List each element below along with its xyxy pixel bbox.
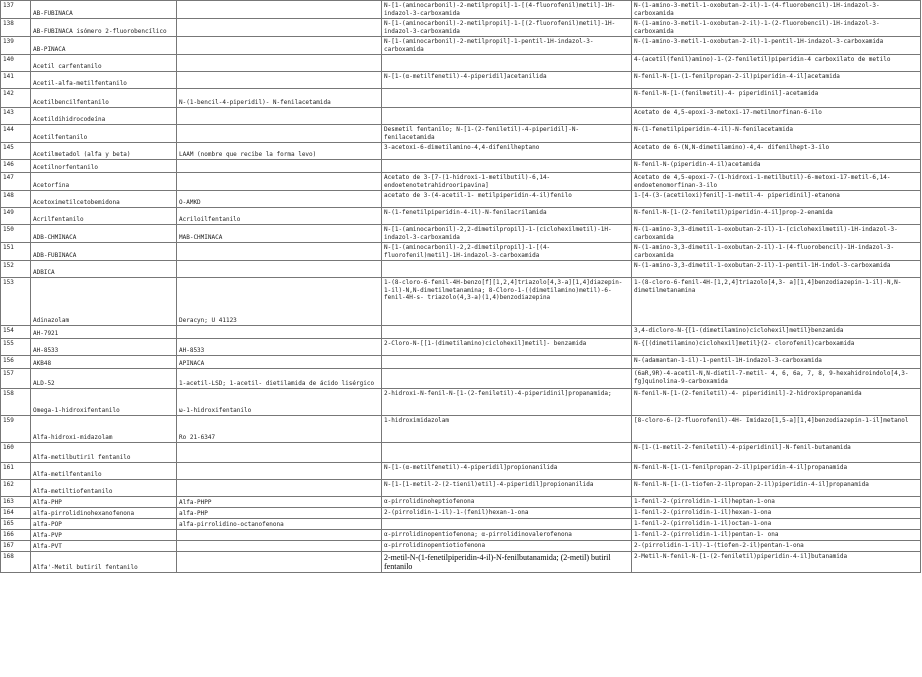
- other-names: 2-Cloro-N-[[1-(dimetilamino)ciclohexil]metil]- benzamida: [382, 339, 632, 356]
- other-names: [382, 55, 632, 72]
- table-row: [1, 261, 921, 278]
- row-number: 142: [1, 89, 31, 108]
- other-names: α-pirrolidinopentiotiofenona: [382, 541, 632, 552]
- row-number: 160: [1, 443, 31, 463]
- other-names: [382, 443, 632, 463]
- row-number: 141: [1, 72, 31, 89]
- table-row: [1, 72, 921, 89]
- substance-synonym: [177, 19, 382, 37]
- table-row: [1, 89, 921, 108]
- other-names: N-[1-(α-metilfenetil)-4-piperidil]acetanilida: [382, 72, 632, 89]
- table-row: [1, 339, 921, 356]
- other-names: 1-(8-cloro-6-fenil-4H-benzo[f][1,2,4]triazolo[4,3-a][1,4]diazepin-1-il)-N,N-dimetilmetanamina; 8-Cloro-1-((dimetilamino)metil)-6-fenil-4H-s- triazolo(4,3-a)(1,4)benzodiazepina: [382, 278, 632, 326]
- substance-name: alfa-POP: [31, 519, 177, 530]
- other-names: Acetato de 3-[7-(1-hidroxi-1-metilbutil)-6,14-endoetenotetrahidrooripavina]: [382, 173, 632, 191]
- table-row: [1, 463, 921, 480]
- substance-name: AKB48: [31, 356, 177, 369]
- other-names: N-[1-(aminocarbonil)-2,2-dimetilpropil]-1-[(4-fluorofenil)metil]-1H-indazol-3-carboxamida: [382, 243, 632, 261]
- iupac-name: N-(1-amino-3,3-dimetil-1-oxobutan-2-il)-1-(4-fluorobencil)-1H-indazol-3-carboxamida: [632, 243, 921, 261]
- iupac-name: [8-cloro-6-(2-fluorofenil)-4H- Imidazo[1,5-a][1,4]benzodiazepin-1-il]metanol: [632, 416, 921, 443]
- iupac-name: N-(1-amino-3,3-dimetil-1-oxobutan-2-il)-1-(ciclohexilmetil)-1H-indazol-3-carboxamida: [632, 225, 921, 243]
- other-names: [382, 108, 632, 125]
- iupac-name: N-[1-(1-metil-2-feniletil)-4-piperidinil]-N-fenil-butanamida: [632, 443, 921, 463]
- substance-synonym: Deracyn; U 41123: [177, 278, 382, 326]
- iupac-name: N-(adamantan-1-il)-1-pentil-1H-indazol-3-carboxamida: [632, 356, 921, 369]
- substance-synonym: alfa-PHP: [177, 508, 382, 519]
- row-number: 137: [1, 1, 31, 19]
- other-names: N-[1-(aminocarbonil)-2-metilpropil]-1-[(2-fluorofenil)metil]-1H-indazol-3-carboxamida: [382, 19, 632, 37]
- iupac-name: 1-fenil-2-(pirrolidin-1-il)heptan-1-ona: [632, 497, 921, 508]
- other-names: [382, 356, 632, 369]
- substance-name: Alfa'-Metil butiril fentanilo: [31, 552, 177, 573]
- substance-name: AH-7921: [31, 326, 177, 339]
- substance-name: Omega-1-hidroxifentanilo: [31, 389, 177, 416]
- other-names: α-pirrolidinopentiofenona; α-pirrolidinovalerofenona: [382, 530, 632, 541]
- row-number: 153: [1, 278, 31, 326]
- substance-name: Acrilfentanilo: [31, 208, 177, 225]
- substance-synonym: ω-1-hidroxifentanilo: [177, 389, 382, 416]
- row-number: 157: [1, 369, 31, 389]
- table-row: [1, 480, 921, 497]
- table-row: [1, 191, 921, 208]
- row-number: 168: [1, 552, 31, 573]
- table-row: [1, 37, 921, 55]
- substance-synonym: [177, 261, 382, 278]
- iupac-name: 4-(acetil(fenil)amino)-1-(2-feniletil)piperidin-4 carboxilato de metilo: [632, 55, 921, 72]
- row-number: 145: [1, 143, 31, 160]
- other-names: acetato de 3-(4-acetil-1- metilpiperidin-4-il)fenilo: [382, 191, 632, 208]
- iupac-name: N-(1-amino-3-metil-1-oxobutan-2-il)-1-pentil-1H-indazol-3-carboxamida: [632, 37, 921, 55]
- table-row: [1, 225, 921, 243]
- other-names: [382, 89, 632, 108]
- substance-synonym: [177, 541, 382, 552]
- substance-synonym: [177, 552, 382, 573]
- substance-name: Acetorfina: [31, 173, 177, 191]
- row-number: 164: [1, 508, 31, 519]
- iupac-name: N-(1-amino-3,3-dimetil-1-oxobutan-2-il)-1-pentil-1H-indol-3-carboxamida: [632, 261, 921, 278]
- substance-synonym: N-(1-bencil-4-piperidil)- N-fenilacetamida: [177, 89, 382, 108]
- substance-synonym: Ro 21-6347: [177, 416, 382, 443]
- substance-name: Acetilmetadol (alfa y beta): [31, 143, 177, 160]
- table-row: [1, 108, 921, 125]
- substance-name: Acetoximetilcetobemidona: [31, 191, 177, 208]
- substance-synonym: 1-acetil-LSD; 1-acetil- dietilamida de ácido lisérgico: [177, 369, 382, 389]
- row-number: 147: [1, 173, 31, 191]
- row-number: 144: [1, 125, 31, 143]
- substance-synonym: Alfa-PHPP: [177, 497, 382, 508]
- other-names: 1-hidroximidazolam: [382, 416, 632, 443]
- table-row: [1, 416, 921, 443]
- iupac-name: N-(1-fenetilpiperidin-4-il)-N-fenilacetamida: [632, 125, 921, 143]
- other-names: [382, 160, 632, 173]
- other-names: α-pirrolidinoheptiofenona: [382, 497, 632, 508]
- row-number: 149: [1, 208, 31, 225]
- substance-synonym: LAAM (nombre que recibe la forma levo): [177, 143, 382, 160]
- row-number: 139: [1, 37, 31, 55]
- substance-name: Acetil-alfa-metilfentanilo: [31, 72, 177, 89]
- substances-table-body: [1, 1, 921, 573]
- row-number: 148: [1, 191, 31, 208]
- substance-synonym: APINACA: [177, 356, 382, 369]
- iupac-name: 2-(pirrolidin-1-il)-1-(tiofen-2-il)pentan-1-ona: [632, 541, 921, 552]
- row-number: 156: [1, 356, 31, 369]
- other-names: Desmetil fentanilo; N-[1-(2-feniletil)-4-piperidil]-N-fenilacetamida: [382, 125, 632, 143]
- substance-synonym: [177, 55, 382, 72]
- substance-name: AB-FUBINACA isómero 2-fluorobencílico: [31, 19, 177, 37]
- substance-synonym: MAB-CHMINACA: [177, 225, 382, 243]
- table-row: [1, 173, 921, 191]
- table-row: [1, 497, 921, 508]
- substance-synonym: alfa-pirrolidino-octanofenona: [177, 519, 382, 530]
- substance-name: Alfa-PHP: [31, 497, 177, 508]
- substance-name: AH-8533: [31, 339, 177, 356]
- iupac-name: N-(1-amino-3-metil-1-oxobutan-2-il)-1-(2-fluorobencil)-1H-indazol-3-carboxamida: [632, 19, 921, 37]
- iupac-name: Acetato de 4,5-epoxi-7-(1-hidroxi-1-metilbutil)-6-metoxi-17-metil-6,14-endoetenomorfinan-3-ilo: [632, 173, 921, 191]
- table-row: [1, 519, 921, 530]
- substance-synonym: [177, 530, 382, 541]
- substance-name: ADBICA: [31, 261, 177, 278]
- iupac-name: N-fenil-N-[1-(1-fenilpropan-2-il)piperidin-4-il]propanamida: [632, 463, 921, 480]
- other-names: N-[1-(aminocarbonil)-2-metilpropil]-1-[(4-fluorofenil)metil]-1H-indazol-3-carboxamida: [382, 1, 632, 19]
- row-number: 150: [1, 225, 31, 243]
- iupac-name: 3,4-dicloro-N-{[1-(dimetilamino)ciclohexil]metil}benzamida: [632, 326, 921, 339]
- iupac-name: N-{[(dimetilamino)ciclohexil]metil}(2- clorofenil)carboxamida: [632, 339, 921, 356]
- substance-name: AB-PINACA: [31, 37, 177, 55]
- substance-name: Acetilfentanilo: [31, 125, 177, 143]
- other-names: [382, 326, 632, 339]
- row-number: 162: [1, 480, 31, 497]
- substance-name: ADB-CHMINACA: [31, 225, 177, 243]
- iupac-name: (6aR,9R)-4-acetil-N,N-dietil-7-metil- 4, 6, 6a, 7, 8, 9-hexahidroindolo[4,3-fg]quinolina-9-carboxamida: [632, 369, 921, 389]
- row-number: 167: [1, 541, 31, 552]
- other-names: N-(1-fenetilpiperidin-4-il)-N-fenilacrilamida: [382, 208, 632, 225]
- table-row: [1, 552, 921, 573]
- row-number: 163: [1, 497, 31, 508]
- substance-name: Acetil carfentanilo: [31, 55, 177, 72]
- substance-synonym: [177, 243, 382, 261]
- table-row: [1, 1, 921, 19]
- substance-name: Alfa-metiltiofentanilo: [31, 480, 177, 497]
- substance-name: Adinazolam: [31, 278, 177, 326]
- iupac-name: 1-fenil-2-(pirrolidin-1-il)hexan-1-ona: [632, 508, 921, 519]
- iupac-name: N-fenil-N-[1-(2-feniletil)piperidin-4-il]prop-2-enamida: [632, 208, 921, 225]
- substance-synonym: [177, 1, 382, 19]
- row-number: 161: [1, 463, 31, 480]
- table-row: [1, 125, 921, 143]
- table-row: [1, 443, 921, 463]
- substance-name: ADB-FUBINACA: [31, 243, 177, 261]
- other-names: 3-acetoxi-6-dimetilamino-4,4-difenilheptano: [382, 143, 632, 160]
- substance-synonym: [177, 125, 382, 143]
- row-number: 159: [1, 416, 31, 443]
- row-number: 151: [1, 243, 31, 261]
- substance-name: Alfa-hidroxi-midazolam: [31, 416, 177, 443]
- iupac-name: N-fenil-N-[1-(fenilmetil)-4- piperidinil]-acetamida: [632, 89, 921, 108]
- table-row: [1, 55, 921, 72]
- iupac-name: 2-Metil-N-fenil-N-[1-(2-feniletil)piperidin-4-il]butanamida: [632, 552, 921, 573]
- table-row: [1, 369, 921, 389]
- iupac-name: Acetato de 4,5-epoxi-3-metoxi-17-metilmorfinan-6-ilo: [632, 108, 921, 125]
- table-row: [1, 19, 921, 37]
- substance-synonym: O-AMKD: [177, 191, 382, 208]
- substance-synonym: [177, 463, 382, 480]
- iupac-name: 1-(8-cloro-6-fenil-4H-[1,2,4]triazolo[4,3- a][1,4]benzodiazepin-1-il)-N,N- dimetilmetanamina: [632, 278, 921, 326]
- substance-name: Acetilnorfentanilo: [31, 160, 177, 173]
- table-row: [1, 541, 921, 552]
- iupac-name: 1-fenil-2-(pirrolidin-1-il)pentan-1- ona: [632, 530, 921, 541]
- table-row: [1, 326, 921, 339]
- substance-name: Alfa-metilbutiril fentanilo: [31, 443, 177, 463]
- iupac-name: 1-[4-(3-(acetiloxi)fenil]-1-metil-4- piperidinil]-etanona: [632, 191, 921, 208]
- iupac-name: N-(1-amino-3-metil-1-oxobutan-2-il)-1-(4-fluorobencil)-1H-indazol-3-carboxamida: [632, 1, 921, 19]
- substance-name: Alfa-PVP: [31, 530, 177, 541]
- other-names: [382, 369, 632, 389]
- other-names: N-[1-(aminocarbonil)-2,2-dimetilpropil]-1-(ciclohexilmetil)-1H-indazol-3-carboxamida: [382, 225, 632, 243]
- row-number: 138: [1, 19, 31, 37]
- iupac-name: Acetato de 6-(N,N-dimetilamino)-4,4- difenilhept-3-ilo: [632, 143, 921, 160]
- row-number: 155: [1, 339, 31, 356]
- table-row: [1, 143, 921, 160]
- substance-name: Alfa-metilfentanilo: [31, 463, 177, 480]
- other-names: N-[1-(α-metilfenetil)-4-piperidil]propionanilida: [382, 463, 632, 480]
- other-names: 2-(pirrolidin-1-il)-1-(fenil)hexan-1-ona: [382, 508, 632, 519]
- substance-synonym: [177, 443, 382, 463]
- other-names: [382, 519, 632, 530]
- table-row: [1, 278, 921, 326]
- iupac-name: N-fenil-N-(piperidin-4-il)acetamida: [632, 160, 921, 173]
- substance-synonym: AH-8533: [177, 339, 382, 356]
- row-number: 146: [1, 160, 31, 173]
- substance-synonym: Acriloilfentanilo: [177, 208, 382, 225]
- substance-name: alfa-pirrolidinohexanofenona: [31, 508, 177, 519]
- table-row: [1, 160, 921, 173]
- table-row: [1, 508, 921, 519]
- row-number: 143: [1, 108, 31, 125]
- substance-synonym: [177, 72, 382, 89]
- substance-name: Alfa-PVT: [31, 541, 177, 552]
- iupac-name: N-fenil-N-[1-(1-tiofen-2-ilpropan-2-il)piperidin-4-il]propanamida: [632, 480, 921, 497]
- iupac-name: N-fenil-N-[1-(1-fenilpropan-2-il)piperidin-4-il]acetamida: [632, 72, 921, 89]
- substance-synonym: [177, 160, 382, 173]
- row-number: 152: [1, 261, 31, 278]
- row-number: 140: [1, 55, 31, 72]
- row-number: 166: [1, 530, 31, 541]
- other-names: [382, 261, 632, 278]
- other-names: N-[1-[1-metil-2-(2-tienil)etil]-4-piperidil]propionanilida: [382, 480, 632, 497]
- substance-synonym: [177, 480, 382, 497]
- substance-name: Acetilbencilfentanilo: [31, 89, 177, 108]
- substance-synonym: [177, 108, 382, 125]
- row-number: 154: [1, 326, 31, 339]
- substance-name: Acetildihidrocodeína: [31, 108, 177, 125]
- iupac-name: 1-fenil-2-(pirrolidin-1-il)octan-1-ona: [632, 519, 921, 530]
- iupac-name: N-fenil-N-[1-(2-feniletil)-4- piperidinil]-2-hidroxipropanamida: [632, 389, 921, 416]
- substance-synonym: [177, 326, 382, 339]
- table-row: [1, 243, 921, 261]
- substance-name: ALD-52: [31, 369, 177, 389]
- table-row: [1, 530, 921, 541]
- substance-name: AB-FUBINACA: [31, 1, 177, 19]
- other-names: 2-hidroxi-N-fenil-N-[1-(2-feniletil)-4-piperidinil]propanamida;: [382, 389, 632, 416]
- other-names: N-[1-(aminocarbonil)-2-metilpropil]-1-pentil-1H-indazol-3-carboxamida: [382, 37, 632, 55]
- other-names: 2-metil-N-(1-fenetilpiperidin-4-il)-N-fenilbutanamida; (2-metil) butiril fentanilo: [382, 552, 632, 573]
- table-row: [1, 208, 921, 225]
- substance-synonym: [177, 37, 382, 55]
- row-number: 165: [1, 519, 31, 530]
- row-number: 158: [1, 389, 31, 416]
- table-row: [1, 389, 921, 416]
- table-row: [1, 356, 921, 369]
- substance-synonym: [177, 173, 382, 191]
